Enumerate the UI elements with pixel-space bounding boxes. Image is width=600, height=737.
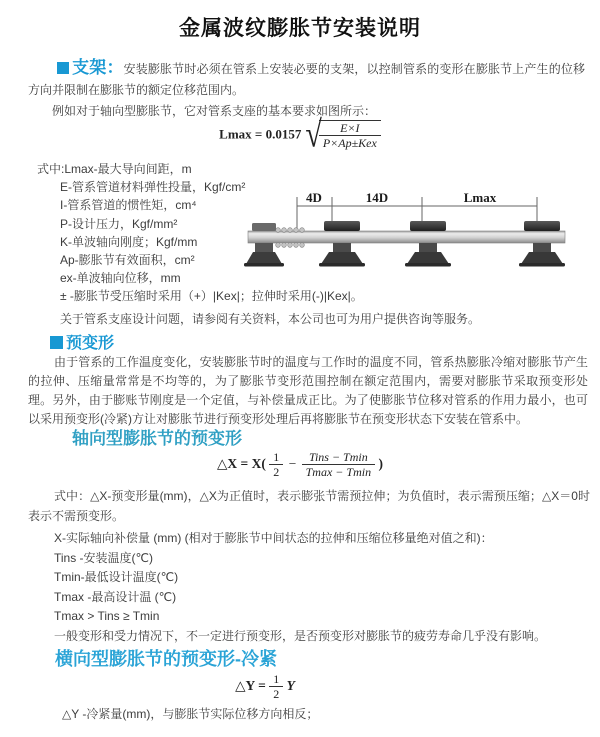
one-half-fraction: $\frac{1}{2}$ (269, 672, 283, 702)
lateral-preform-formula (0, 672, 530, 702)
square-bullet-icon (50, 336, 63, 349)
lateral-formula-lhs: △Y = (235, 677, 266, 693)
definition-item: 式中:Lmax-最大导向间距，m (37, 162, 192, 176)
axial-note-line: 式中：△X-预变形量(mm)，△X为正值时，表示膨张节需预拉伸；为负值时，表示需预压缩；△X＝0时表示不需预变形。 (28, 489, 590, 523)
axial-note-line: Tmax -最高设计温 (℃) (54, 589, 177, 604)
lmax-fraction-denominator: P×Ap±Kex (322, 136, 377, 151)
dimension-labels (306, 190, 497, 205)
axial-note-line: Tmax > Tins ≥ Tmin (54, 609, 160, 623)
lateral-formula-rhs: Y (286, 677, 295, 693)
pipe-support-diagram (240, 190, 585, 290)
preform-paragraph: 由于管系的工作温度变化，安装膨胀节时的温度与工作时的温度不同，管系热膨胀冷缩对膨胀节产生的拉伸、压缩量常常是不均等的，为了膨胀节变形范围控制在额定范围内，需要对膨胀节采取预变形处理。另外，由于膨账节刚度是一个定值，与补偿量成正比。为了使膨胀节位移对管系的作用力最小，也可以采用预变形(冷紧)方让对膨胀节进行预变形处理后再将膨胀节在预变形状态下安装在管系中。 (28, 355, 588, 426)
square-bullet-icon (57, 62, 69, 74)
axial-formula-lhs: △X = X( (217, 455, 266, 471)
axial-note-line: 一般变形和受力情况下，不一定进行预变形，是否预变形对膨胀节的疲劳寿命几乎没有影响。 (54, 628, 547, 643)
minus-sign: − (288, 455, 297, 471)
lateral-subsection-heading: 横向型膨胀节的预变形-冷紧 (55, 649, 277, 669)
sqrt-radical-icon: √ (305, 114, 322, 156)
lateral-note-line: △Y -冷紧量(mm)，与膨胀节实际位移方向相反； (62, 707, 319, 721)
one-half-fraction: $\frac{1}{2}$ (269, 450, 283, 480)
guide-support (519, 221, 565, 267)
definition-item: E-管系管道材料弹性投量，Kgf/cm² (60, 180, 246, 195)
dimension-label-14d: 14D (365, 190, 389, 205)
definition-item: ex-单波轴向位移，mm (60, 271, 181, 286)
axial-note-line: X-实际轴向补偿量 (mm) (相对于膨胀节中间状态的拉伸和压缩位移量绝对值之和)： (54, 531, 493, 545)
axial-preform-formula (0, 450, 600, 480)
dimension-label-lmax: Lmax (463, 190, 497, 205)
axial-subsection-heading: 轴向型膨胀节的预变形 (72, 429, 242, 448)
page-title: 金属波纹膨胀节安装说明 (179, 17, 421, 40)
pipe (248, 231, 565, 243)
support-section-heading (57, 58, 124, 77)
lmax-formula (0, 114, 600, 156)
axial-formula-rhs: ) (378, 455, 383, 471)
preform-section-heading (50, 330, 114, 353)
definition-item: K-单波轴向刚度；Kgf/mm (60, 234, 198, 249)
axial-note-line: Tmin-最低设计温度(℃) (54, 570, 179, 584)
support-heading-label: 支架： (72, 58, 124, 77)
support-example-line: 例如对于轴向型膨胀节，它对管系支座的基本要求如图所示： (52, 104, 377, 118)
support-intro-paragraph (28, 57, 585, 101)
definition-item: I-管系管道的惯性矩，cm⁴ (60, 198, 197, 213)
axial-notes-block (28, 487, 590, 646)
axial-note-line: Tins -安装温度(℃) (54, 550, 154, 565)
temperature-fraction: $\frac{\text{Tins − Tmin}}{Tmax - Tmin}$ (302, 450, 375, 480)
lmax-formula-fraction (319, 120, 381, 151)
lmax-formula-lhs: Lmax = 0.0157 (219, 126, 302, 142)
dimension-label-4d: 4D (306, 190, 322, 205)
lmax-fraction-numerator: E×I (319, 121, 381, 136)
definition-item: ± -膨胀节受压缩时采用（+）|Kex|；拉伸时采用(-)|Kex|。 (60, 289, 363, 304)
definition-item: Ap-膨胀节有效面积，cm² (60, 253, 195, 268)
preform-heading-label: 预变形 (66, 335, 115, 352)
support-intro-text: 安装膨胀节时必须在管系上安装必要的支架，以控制管系的变形在膨胀节上产生的位移方向并限制在膨胀节的额定位移范围内。 (28, 62, 585, 97)
definition-item: 关于管系支座设计问题，请参阅有关资料，本公司也可为用户提供咨询等服务。 (60, 311, 481, 326)
definition-item: P-设计压力，Kgf/mm² (60, 216, 178, 231)
support-section (28, 57, 585, 122)
guide-support (319, 221, 365, 267)
guide-support (405, 221, 451, 267)
